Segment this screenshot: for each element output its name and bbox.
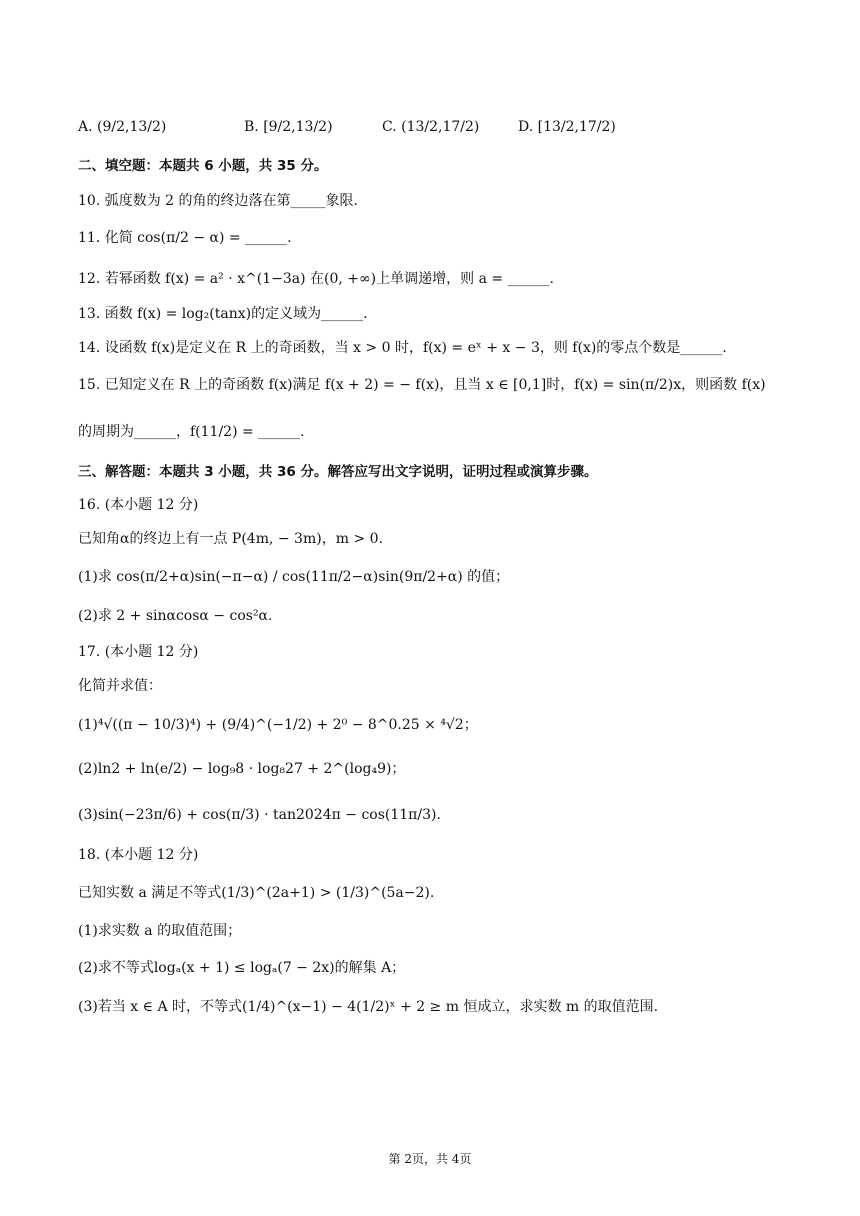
section-2-header: 二、填空题：本题共 6 小题，共 35 分。 — [78, 158, 328, 174]
option-d: D. [13/2,17/2) — [518, 119, 616, 135]
question-17-part-1: (1)⁴√((π − 10/3)⁴) + (9/4)^(−1/2) + 2⁰ − 8^0.25 × ⁴√2； — [78, 717, 478, 733]
question-10: 10. 弧度数为 2 的角的终边落在第_____象限. — [78, 193, 358, 209]
page-footer: 第 2页，共 4页 — [388, 1152, 472, 1166]
question-17-title: 17. (本小题 12 分) — [78, 644, 199, 660]
option-a: A. (9/2,13/2) — [78, 119, 167, 135]
question-17-stem: 化简并求值： — [78, 678, 162, 694]
question-11: 11. 化简 cos(π/2 − α) = ______. — [78, 230, 292, 246]
question-15-line-1: 15. 已知定义在 R 上的奇函数 f(x)满足 f(x + 2) = − f(x)，且当 x ∈ [0,1]时，f(x) = sin(π/2)x，则函数 f(x) — [78, 377, 766, 393]
question-14: 14. 设函数 f(x)是定义在 R 上的奇函数，当 x > 0 时，f(x) = eˣ + x − 3，则 f(x)的零点个数是______. — [78, 340, 727, 356]
question-18-part-2: (2)求不等式logₐ(x + 1) ≤ logₐ(7 − 2x)的解集 A； — [78, 960, 406, 976]
question-16-part-2: (2)求 2 + sinαcosα − cos²α. — [78, 608, 273, 624]
option-b: B. [9/2,13/2) — [244, 119, 333, 135]
question-18-stem: 已知实数 a 满足不等式(1/3)^(2a+1) > (1/3)^(5a−2). — [78, 885, 435, 901]
question-13: 13. 函数 f(x) = log₂(tanx)的定义域为______. — [78, 306, 368, 322]
section-3-header: 三、解答题：本题共 3 小题，共 36 分。解答应写出文字说明，证明过程或演算步骤。 — [78, 464, 598, 480]
question-16-part-1: (1)求 cos(π/2+α)sin(−π−α) / cos(11π/2−α)sin(9π/2+α) 的值； — [78, 569, 510, 585]
question-12: 12. 若幂函数 f(x) = a² · x^(1−3a) 在(0, +∞)上单调递增，则 a = ______. — [78, 271, 554, 287]
question-17-part-3: (3)sin(−23π/6) + cos(π/3) · tan2024π − cos(11π/3). — [78, 807, 441, 823]
question-16-title: 16. (本小题 12 分) — [78, 497, 199, 513]
question-15-line-2: 的周期为______，f(11/2) = ______. — [78, 424, 305, 440]
question-17-part-2: (2)ln2 + ln(e/2) − log₉8 · log₈27 + 2^(log₄9)； — [78, 761, 406, 777]
option-c: C. (13/2,17/2) — [382, 119, 480, 135]
question-18-part-3: (3)若当 x ∈ A 时，不等式(1/4)^(x−1) − 4(1/2)ˣ + 2 ≥ m 恒成立，求实数 m 的取值范围. — [78, 999, 659, 1015]
question-18-part-1: (1)求实数 a 的取值范围； — [78, 923, 242, 939]
question-16-stem: 已知角α的终边上有一点 P(4m, − 3m)，m > 0. — [78, 531, 383, 547]
question-18-title: 18. (本小题 12 分) — [78, 847, 199, 863]
